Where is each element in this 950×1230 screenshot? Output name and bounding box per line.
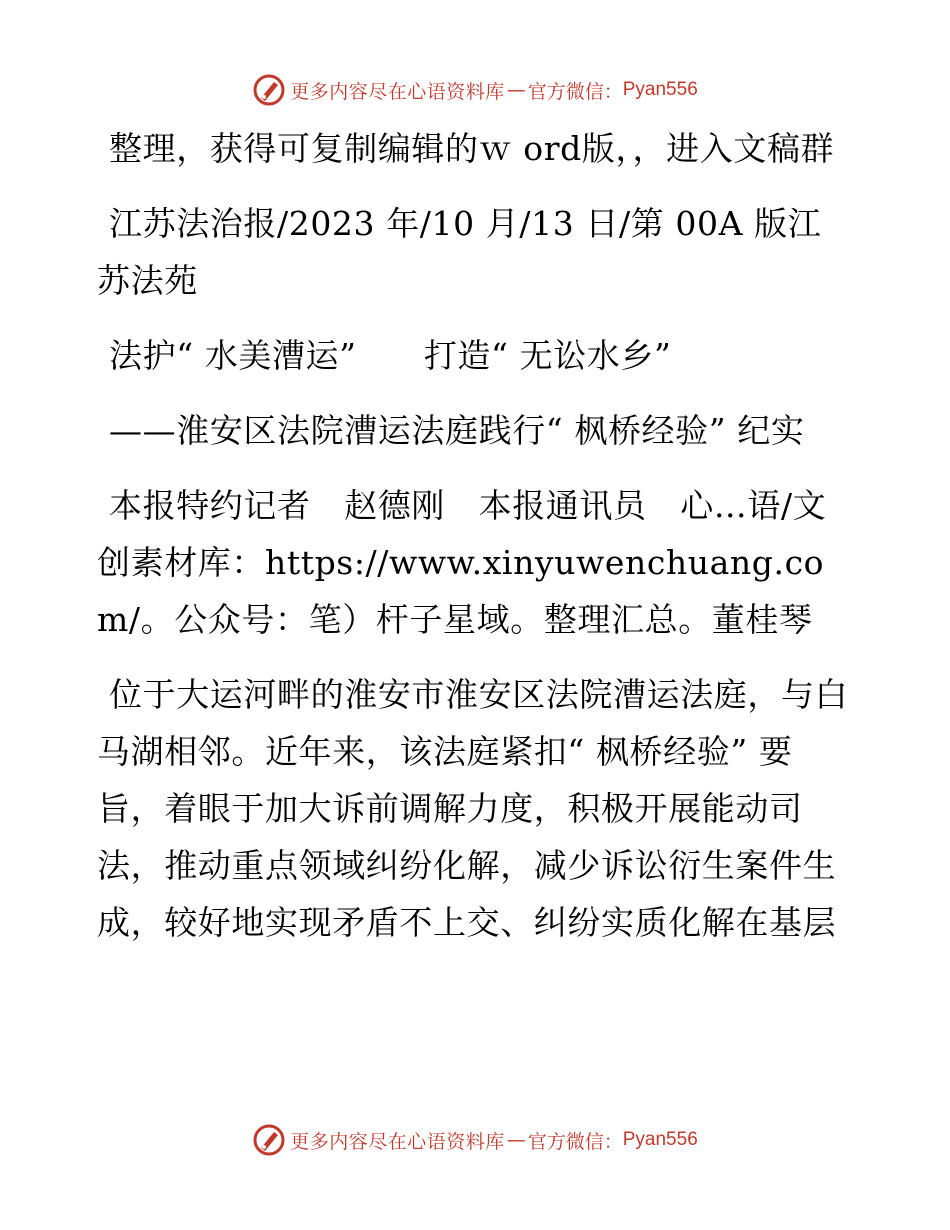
banner-wechat-label: 官方微信： xyxy=(527,80,623,103)
banner-site-text: 更多内容尽在心语资料库 xyxy=(290,1130,505,1153)
banner-wechat-id: Pyan556 xyxy=(622,79,698,100)
banner-site-text: 更多内容尽在心语资料库 xyxy=(290,80,505,103)
paragraph-source: 江苏法治报/2023 年/10 月/13 日/第 00A 版江苏法苑 xyxy=(97,204,822,300)
article-subtitle: ——淮安区法院漕运法庭践行“ 枫桥经验” 纪实 xyxy=(109,411,805,450)
pen-logo-icon xyxy=(252,1123,286,1157)
article-title: 法护“ 水美漕运” 打造“ 无讼水乡” xyxy=(109,336,672,375)
pen-logo-icon xyxy=(252,73,286,107)
banner-wechat-id: Pyan556 xyxy=(622,1129,698,1150)
footer-watermark-banner xyxy=(0,1120,950,1160)
paragraph-body: 位于大运河畔的淮安市淮安区法院漕运法庭，与白马湖相邻。近年来，该法庭紧扣“ 枫桥经验” 要旨，着眼于加大诉前调解力度，积极开展能动司法，推动重点领域纠纷化解，减少诉讼衍生案件生成，较好地实现矛盾不上交、纠纷实质化解在基层 xyxy=(97,675,849,942)
document-body xyxy=(97,120,849,969)
header-watermark-banner xyxy=(0,70,950,110)
paragraph-intro: 整理，获得可复制编辑的ｗ ord版，，进入文稿群 xyxy=(109,129,835,168)
banner-wechat-label: 官方微信： xyxy=(527,1130,623,1153)
byline: 本报特约记者 赵德刚 本报通讯员 心…语/文创素材库：https://www.xinyuwenchuang.com/。公众号：笔）杆子星域。整理汇总。董桂琴 xyxy=(97,486,827,639)
banner-dash: — xyxy=(506,1129,526,1151)
banner-dash: — xyxy=(506,79,526,101)
